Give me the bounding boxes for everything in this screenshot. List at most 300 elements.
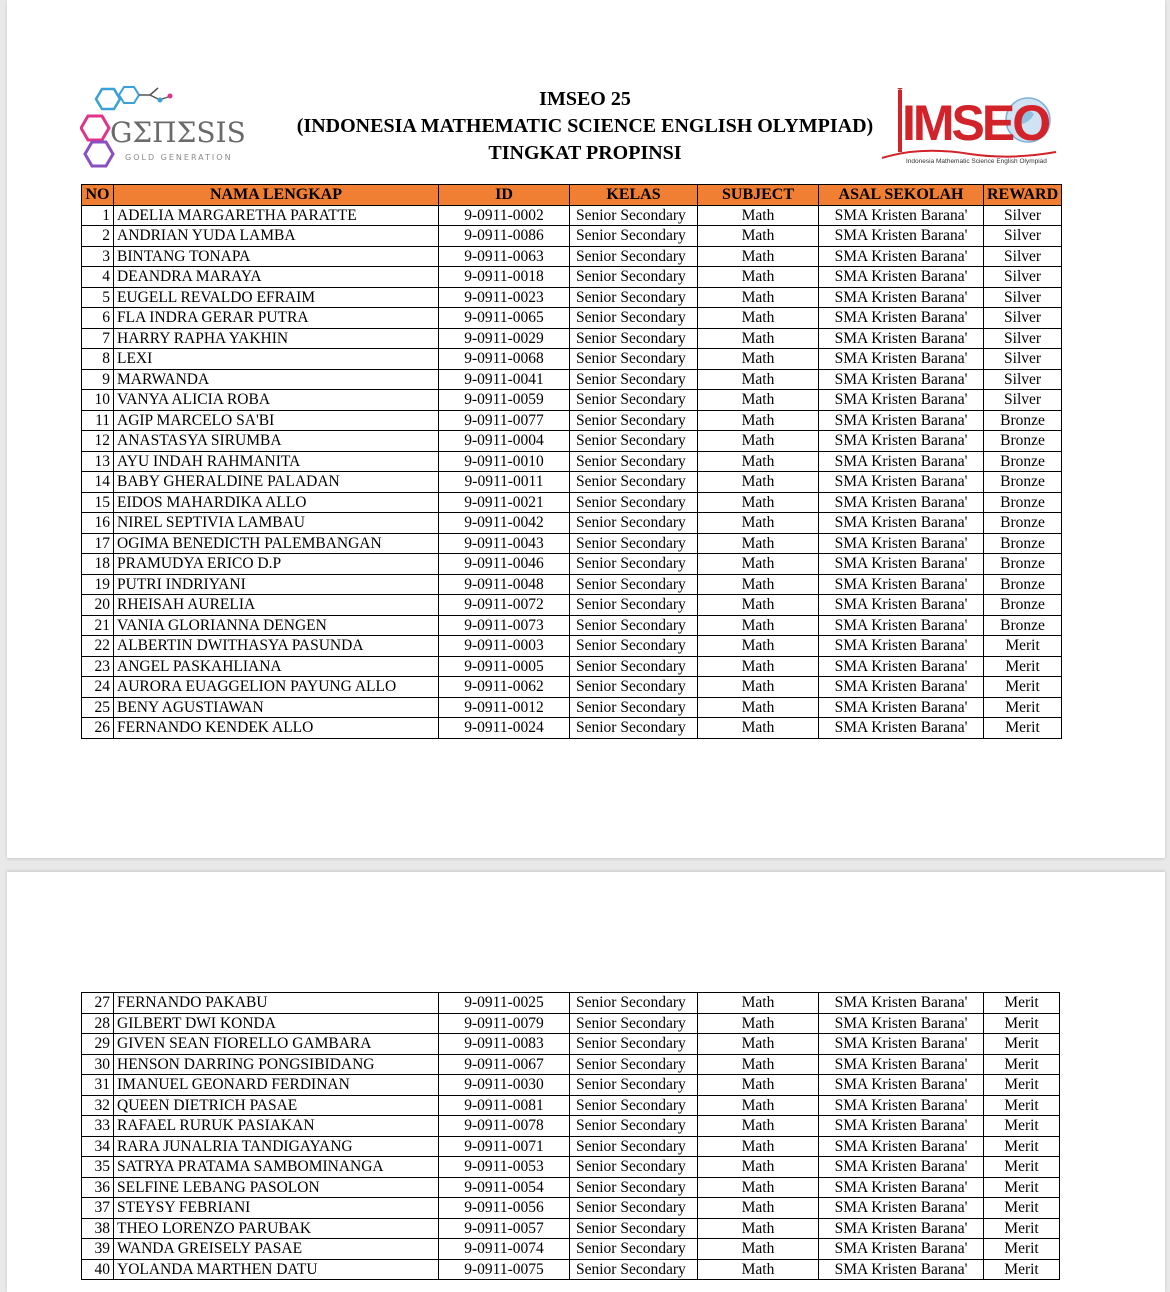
cell-id: 9-0911-0081	[439, 1095, 570, 1116]
cell-school: SMA Kristen Barana'	[819, 513, 984, 534]
cell-school: SMA Kristen Barana'	[819, 349, 984, 370]
cell-name: VANYA ALICIA ROBA	[114, 390, 439, 411]
cell-no: 13	[82, 451, 114, 472]
cell-id: 9-0911-0077	[439, 410, 570, 431]
cell-kelas: Senior Secondary	[570, 492, 698, 513]
cell-id: 9-0911-0004	[439, 431, 570, 452]
cell-name: ANASTASYA SIRUMBA	[114, 431, 439, 452]
cell-id: 9-0911-0012	[439, 697, 570, 718]
cell-school: SMA Kristen Barana'	[819, 472, 984, 493]
cell-no: 18	[82, 554, 114, 575]
cell-reward: Silver	[984, 287, 1062, 308]
cell-no: 36	[82, 1177, 114, 1198]
cell-subject: Math	[698, 1239, 819, 1260]
cell-no: 1	[82, 205, 114, 226]
cell-school: SMA Kristen Barana'	[819, 718, 984, 739]
col-header-reward: REWARD	[984, 185, 1062, 206]
cell-name: BINTANG TONAPA	[114, 246, 439, 267]
cell-kelas: Senior Secondary	[570, 993, 698, 1014]
cell-id: 9-0911-0042	[439, 513, 570, 534]
cell-school: SMA Kristen Barana'	[819, 1239, 984, 1260]
cell-kelas: Senior Secondary	[570, 513, 698, 534]
cell-subject: Math	[698, 287, 819, 308]
cell-no: 22	[82, 636, 114, 657]
cell-school: SMA Kristen Barana'	[819, 1177, 984, 1198]
table-row	[82, 1239, 1060, 1260]
cell-reward: Merit	[984, 1034, 1060, 1055]
cell-no: 30	[82, 1054, 114, 1075]
cell-kelas: Senior Secondary	[570, 1054, 698, 1075]
col-header-name: NAMA LENGKAP	[114, 185, 439, 206]
cell-kelas: Senior Secondary	[570, 451, 698, 472]
cell-subject: Math	[698, 636, 819, 657]
cell-name: AURORA EUAGGELION PAYUNG ALLO	[114, 677, 439, 698]
cell-name: HARRY RAPHA YAKHIN	[114, 328, 439, 349]
cell-subject: Math	[698, 410, 819, 431]
cell-reward: Silver	[984, 369, 1062, 390]
cell-subject: Math	[698, 1157, 819, 1178]
cell-no: 6	[82, 308, 114, 329]
cell-subject: Math	[698, 308, 819, 329]
cell-reward: Bronze	[984, 533, 1062, 554]
cell-id: 9-0911-0073	[439, 615, 570, 636]
cell-reward: Merit	[984, 1259, 1060, 1280]
title-line-1: IMSEO 25	[539, 88, 631, 110]
cell-kelas: Senior Secondary	[570, 636, 698, 657]
cell-name: MARWANDA	[114, 369, 439, 390]
cell-no: 10	[82, 390, 114, 411]
cell-name: AYU INDAH RAHMANITA	[114, 451, 439, 472]
table-row	[82, 718, 1062, 739]
table-row	[82, 328, 1062, 349]
results-table-page-1	[81, 184, 1062, 739]
cell-kelas: Senior Secondary	[570, 472, 698, 493]
cell-no: 32	[82, 1095, 114, 1116]
cell-id: 9-0911-0025	[439, 993, 570, 1014]
cell-school: SMA Kristen Barana'	[819, 533, 984, 554]
cell-no: 17	[82, 533, 114, 554]
table-row	[82, 615, 1062, 636]
cell-id: 9-0911-0048	[439, 574, 570, 595]
table-row	[82, 205, 1062, 226]
cell-subject: Math	[698, 246, 819, 267]
cell-name: FERNANDO PAKABU	[114, 993, 439, 1014]
cell-reward: Merit	[984, 1239, 1060, 1260]
cell-subject: Math	[698, 492, 819, 513]
col-header-no: NO	[82, 185, 114, 206]
cell-id: 9-0911-0063	[439, 246, 570, 267]
cell-school: SMA Kristen Barana'	[819, 1157, 984, 1178]
cell-kelas: Senior Secondary	[570, 656, 698, 677]
cell-subject: Math	[698, 1218, 819, 1239]
cell-kelas: Senior Secondary	[570, 226, 698, 247]
cell-reward: Bronze	[984, 431, 1062, 452]
cell-id: 9-0911-0056	[439, 1198, 570, 1219]
cell-kelas: Senior Secondary	[570, 1013, 698, 1034]
cell-no: 11	[82, 410, 114, 431]
cell-id: 9-0911-0029	[439, 328, 570, 349]
col-header-id: ID	[439, 185, 570, 206]
cell-id: 9-0911-0002	[439, 205, 570, 226]
cell-subject: Math	[698, 431, 819, 452]
cell-kelas: Senior Secondary	[570, 554, 698, 575]
cell-no: 31	[82, 1075, 114, 1096]
table-row	[82, 1218, 1060, 1239]
cell-kelas: Senior Secondary	[570, 410, 698, 431]
title-line-3: TINGKAT PROPINSI	[488, 142, 682, 164]
cell-no: 14	[82, 472, 114, 493]
cell-school: SMA Kristen Barana'	[819, 1116, 984, 1137]
cell-no: 27	[82, 993, 114, 1014]
cell-kelas: Senior Secondary	[570, 328, 698, 349]
table-row	[82, 369, 1062, 390]
cell-subject: Math	[698, 718, 819, 739]
table-row	[82, 472, 1062, 493]
cell-reward: Bronze	[984, 472, 1062, 493]
cell-name: RAFAEL RURUK PASIAKAN	[114, 1116, 439, 1137]
table-row	[82, 697, 1062, 718]
cell-kelas: Senior Secondary	[570, 1095, 698, 1116]
cell-name: ANDRIAN YUDA LAMBA	[114, 226, 439, 247]
cell-kelas: Senior Secondary	[570, 1075, 698, 1096]
cell-school: SMA Kristen Barana'	[819, 1218, 984, 1239]
cell-id: 9-0911-0018	[439, 267, 570, 288]
cell-name: BENY AGUSTIAWAN	[114, 697, 439, 718]
cell-id: 9-0911-0003	[439, 636, 570, 657]
cell-name: NIREL SEPTIVIA LAMBAU	[114, 513, 439, 534]
table-row	[82, 554, 1062, 575]
table-row	[82, 390, 1062, 411]
cell-id: 9-0911-0079	[439, 1013, 570, 1034]
col-header-school: ASAL SEKOLAH	[819, 185, 984, 206]
cell-no: 24	[82, 677, 114, 698]
cell-no: 37	[82, 1198, 114, 1219]
cell-reward: Bronze	[984, 492, 1062, 513]
cell-name: AGIP MARCELO SA'BI	[114, 410, 439, 431]
cell-school: SMA Kristen Barana'	[819, 390, 984, 411]
cell-kelas: Senior Secondary	[570, 1218, 698, 1239]
cell-subject: Math	[698, 472, 819, 493]
cell-no: 29	[82, 1034, 114, 1055]
cell-name: RARA JUNALRIA TANDIGAYANG	[114, 1136, 439, 1157]
table-row	[82, 1177, 1060, 1198]
table-row	[82, 246, 1062, 267]
cell-school: SMA Kristen Barana'	[819, 328, 984, 349]
cell-no: 39	[82, 1239, 114, 1260]
cell-reward: Silver	[984, 308, 1062, 329]
cell-school: SMA Kristen Barana'	[819, 574, 984, 595]
cell-id: 9-0911-0046	[439, 554, 570, 575]
cell-school: SMA Kristen Barana'	[819, 677, 984, 698]
cell-reward: Merit	[984, 656, 1062, 677]
table-row	[82, 1054, 1060, 1075]
cell-school: SMA Kristen Barana'	[819, 308, 984, 329]
cell-name: ADELIA MARGARETHA PARATTE	[114, 205, 439, 226]
cell-id: 9-0911-0057	[439, 1218, 570, 1239]
cell-kelas: Senior Secondary	[570, 267, 698, 288]
cell-id: 9-0911-0010	[439, 451, 570, 472]
cell-no: 28	[82, 1013, 114, 1034]
cell-kelas: Senior Secondary	[570, 390, 698, 411]
cell-school: SMA Kristen Barana'	[819, 1034, 984, 1055]
cell-id: 9-0911-0023	[439, 287, 570, 308]
cell-school: SMA Kristen Barana'	[819, 656, 984, 677]
cell-school: SMA Kristen Barana'	[819, 205, 984, 226]
cell-subject: Math	[698, 574, 819, 595]
cell-subject: Math	[698, 1054, 819, 1075]
cell-kelas: Senior Secondary	[570, 246, 698, 267]
cell-kelas: Senior Secondary	[570, 718, 698, 739]
cell-school: SMA Kristen Barana'	[819, 1136, 984, 1157]
cell-name: VANIA GLORIANNA DENGEN	[114, 615, 439, 636]
cell-subject: Math	[698, 1075, 819, 1096]
cell-reward: Merit	[984, 1157, 1060, 1178]
cell-reward: Bronze	[984, 451, 1062, 472]
cell-school: SMA Kristen Barana'	[819, 267, 984, 288]
cell-name: GILBERT DWI KONDA	[114, 1013, 439, 1034]
cell-name: GIVEN SEAN FIORELLO GAMBARA	[114, 1034, 439, 1055]
cell-kelas: Senior Secondary	[570, 677, 698, 698]
table-row	[82, 513, 1062, 534]
table-row	[82, 677, 1062, 698]
cell-id: 9-0911-0054	[439, 1177, 570, 1198]
cell-reward: Merit	[984, 1177, 1060, 1198]
cell-id: 9-0911-0024	[439, 718, 570, 739]
cell-name: EUGELL REVALDO EFRAIM	[114, 287, 439, 308]
cell-no: 21	[82, 615, 114, 636]
table-row	[82, 574, 1062, 595]
cell-kelas: Senior Secondary	[570, 1034, 698, 1055]
cell-school: SMA Kristen Barana'	[819, 287, 984, 308]
cell-name: HENSON DARRING PONGSIBIDANG	[114, 1054, 439, 1075]
cell-no: 23	[82, 656, 114, 677]
cell-kelas: Senior Secondary	[570, 1239, 698, 1260]
cell-school: SMA Kristen Barana'	[819, 993, 984, 1014]
table-row	[82, 267, 1062, 288]
cell-subject: Math	[698, 267, 819, 288]
cell-school: SMA Kristen Barana'	[819, 554, 984, 575]
table-row	[82, 1075, 1060, 1096]
cell-kelas: Senior Secondary	[570, 533, 698, 554]
cell-name: PRAMUDYA ERICO D.P	[114, 554, 439, 575]
cell-id: 9-0911-0059	[439, 390, 570, 411]
cell-kelas: Senior Secondary	[570, 308, 698, 329]
cell-subject: Math	[698, 1198, 819, 1219]
cell-id: 9-0911-0086	[439, 226, 570, 247]
cell-reward: Bronze	[984, 574, 1062, 595]
cell-name: EIDOS MAHARDIKA ALLO	[114, 492, 439, 513]
cell-id: 9-0911-0075	[439, 1259, 570, 1280]
cell-school: SMA Kristen Barana'	[819, 246, 984, 267]
cell-no: 8	[82, 349, 114, 370]
cell-id: 9-0911-0005	[439, 656, 570, 677]
cell-reward: Merit	[984, 1013, 1060, 1034]
cell-reward: Merit	[984, 1218, 1060, 1239]
cell-reward: Silver	[984, 267, 1062, 288]
cell-no: 9	[82, 369, 114, 390]
cell-school: SMA Kristen Barana'	[819, 369, 984, 390]
cell-subject: Math	[698, 533, 819, 554]
cell-name: FLA INDRA GERAR PUTRA	[114, 308, 439, 329]
cell-no: 5	[82, 287, 114, 308]
cell-no: 4	[82, 267, 114, 288]
table-row	[82, 1136, 1060, 1157]
cell-school: SMA Kristen Barana'	[819, 636, 984, 657]
table-row	[82, 595, 1062, 616]
cell-no: 38	[82, 1218, 114, 1239]
cell-kelas: Senior Secondary	[570, 369, 698, 390]
cell-id: 9-0911-0030	[439, 1075, 570, 1096]
cell-subject: Math	[698, 1136, 819, 1157]
cell-id: 9-0911-0072	[439, 595, 570, 616]
cell-reward: Bronze	[984, 595, 1062, 616]
cell-reward: Silver	[984, 328, 1062, 349]
cell-reward: Merit	[984, 1136, 1060, 1157]
cell-reward: Merit	[984, 1075, 1060, 1096]
genesis-logo-tagline: GOLD GENERATION	[125, 153, 233, 162]
cell-subject: Math	[698, 1177, 819, 1198]
cell-name: YOLANDA MARTHEN DATU	[114, 1259, 439, 1280]
results-table-page-2	[81, 992, 1060, 1280]
cell-reward: Silver	[984, 205, 1062, 226]
cell-kelas: Senior Secondary	[570, 1136, 698, 1157]
cell-no: 26	[82, 718, 114, 739]
cell-reward: Bronze	[984, 513, 1062, 534]
cell-subject: Math	[698, 1013, 819, 1034]
cell-kelas: Senior Secondary	[570, 574, 698, 595]
cell-name: SELFINE LEBANG PASOLON	[114, 1177, 439, 1198]
cell-reward: Merit	[984, 636, 1062, 657]
cell-reward: Bronze	[984, 410, 1062, 431]
cell-subject: Math	[698, 554, 819, 575]
imseo-logo-text: IMSEO	[902, 95, 1049, 151]
cell-no: 15	[82, 492, 114, 513]
cell-kelas: Senior Secondary	[570, 205, 698, 226]
cell-school: SMA Kristen Barana'	[819, 451, 984, 472]
cell-subject: Math	[698, 1259, 819, 1280]
cell-kelas: Senior Secondary	[570, 1177, 698, 1198]
cell-subject: Math	[698, 993, 819, 1014]
cell-id: 9-0911-0021	[439, 492, 570, 513]
table-row	[82, 410, 1062, 431]
cell-no: 35	[82, 1157, 114, 1178]
cell-no: 33	[82, 1116, 114, 1137]
cell-kelas: Senior Secondary	[570, 431, 698, 452]
cell-reward: Merit	[984, 1116, 1060, 1137]
cell-no: 20	[82, 595, 114, 616]
cell-name: SATRYA PRATAMA SAMBOMINANGA	[114, 1157, 439, 1178]
cell-school: SMA Kristen Barana'	[819, 226, 984, 247]
cell-subject: Math	[698, 205, 819, 226]
cell-school: SMA Kristen Barana'	[819, 1259, 984, 1280]
cell-school: SMA Kristen Barana'	[819, 1198, 984, 1219]
cell-name: BABY GHERALDINE PALADAN	[114, 472, 439, 493]
cell-reward: Silver	[984, 349, 1062, 370]
cell-subject: Math	[698, 656, 819, 677]
table-row	[82, 287, 1062, 308]
cell-name: RHEISAH AURELIA	[114, 595, 439, 616]
cell-subject: Math	[698, 1116, 819, 1137]
col-header-kelas: KELAS	[570, 185, 698, 206]
cell-reward: Merit	[984, 697, 1062, 718]
cell-school: SMA Kristen Barana'	[819, 1075, 984, 1096]
cell-no: 19	[82, 574, 114, 595]
cell-subject: Math	[698, 349, 819, 370]
cell-no: 16	[82, 513, 114, 534]
cell-name: STEYSY FEBRIANI	[114, 1198, 439, 1219]
cell-reward: Merit	[984, 1095, 1060, 1116]
cell-kelas: Senior Secondary	[570, 1259, 698, 1280]
cell-name: ANGEL PASKAHLIANA	[114, 656, 439, 677]
cell-reward: Silver	[984, 246, 1062, 267]
table-row	[82, 1198, 1060, 1219]
cell-school: SMA Kristen Barana'	[819, 595, 984, 616]
cell-no: 40	[82, 1259, 114, 1280]
cell-reward: Silver	[984, 226, 1062, 247]
cell-subject: Math	[698, 451, 819, 472]
cell-kelas: Senior Secondary	[570, 1157, 698, 1178]
table-row	[82, 1116, 1060, 1137]
cell-id: 9-0911-0071	[439, 1136, 570, 1157]
table-row	[82, 492, 1062, 513]
cell-id: 9-0911-0062	[439, 677, 570, 698]
cell-subject: Math	[698, 390, 819, 411]
cell-no: 2	[82, 226, 114, 247]
cell-reward: Bronze	[984, 615, 1062, 636]
imseo-logo-tagline: Indonesia Mathematic Science English Olympiad	[906, 158, 1047, 165]
cell-name: WANDA GREISELY PASAE	[114, 1239, 439, 1260]
cell-reward: Merit	[984, 993, 1060, 1014]
cell-subject: Math	[698, 226, 819, 247]
table-row	[82, 226, 1062, 247]
cell-kelas: Senior Secondary	[570, 1116, 698, 1137]
table-row	[82, 993, 1060, 1014]
cell-name: DEANDRA MARAYA	[114, 267, 439, 288]
cell-kelas: Senior Secondary	[570, 595, 698, 616]
cell-kelas: Senior Secondary	[570, 1198, 698, 1219]
cell-no: 34	[82, 1136, 114, 1157]
cell-reward: Bronze	[984, 554, 1062, 575]
cell-name: THEO LORENZO PARUBAK	[114, 1218, 439, 1239]
table-row	[82, 636, 1062, 657]
table-row	[82, 1157, 1060, 1178]
cell-school: SMA Kristen Barana'	[819, 492, 984, 513]
cell-subject: Math	[698, 1095, 819, 1116]
table-row	[82, 1259, 1060, 1280]
cell-id: 9-0911-0068	[439, 349, 570, 370]
cell-subject: Math	[698, 1034, 819, 1055]
cell-reward: Merit	[984, 1054, 1060, 1075]
cell-subject: Math	[698, 697, 819, 718]
cell-subject: Math	[698, 677, 819, 698]
table-row	[82, 656, 1062, 677]
cell-name: ALBERTIN DWITHASYA PASUNDA	[114, 636, 439, 657]
cell-id: 9-0911-0011	[439, 472, 570, 493]
cell-reward: Merit	[984, 677, 1062, 698]
cell-no: 25	[82, 697, 114, 718]
cell-school: SMA Kristen Barana'	[819, 1013, 984, 1034]
genesis-logo-text: GΣΠΣSIS	[110, 116, 246, 149]
cell-name: FERNANDO KENDEK ALLO	[114, 718, 439, 739]
cell-id: 9-0911-0065	[439, 308, 570, 329]
table-row	[82, 1013, 1060, 1034]
table-row	[82, 1034, 1060, 1055]
cell-subject: Math	[698, 369, 819, 390]
cell-no: 7	[82, 328, 114, 349]
table-header-row	[82, 185, 1062, 206]
cell-school: SMA Kristen Barana'	[819, 410, 984, 431]
cell-name: QUEEN DIETRICH PASAE	[114, 1095, 439, 1116]
